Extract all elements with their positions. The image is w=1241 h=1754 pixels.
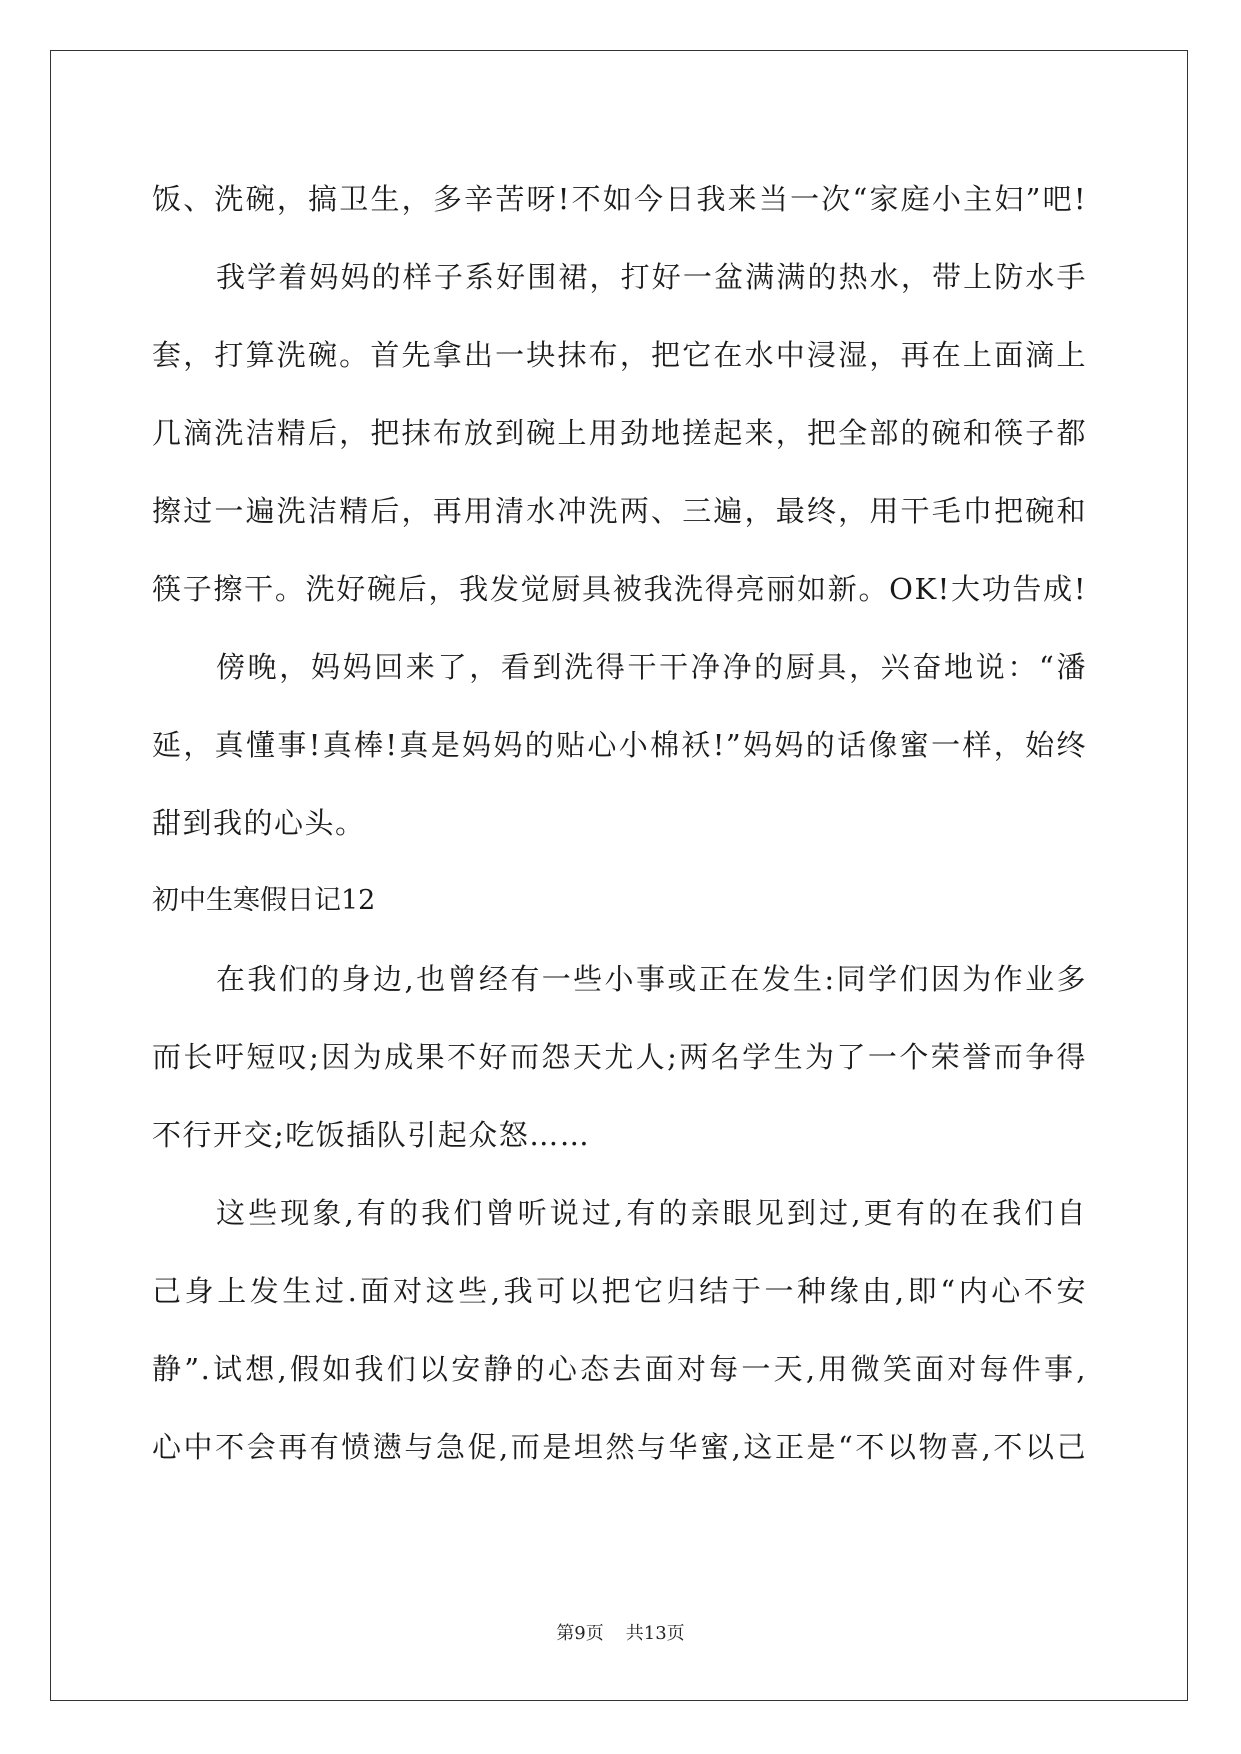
text-line: 甜到我的心头。 — [152, 806, 366, 840]
text-line: 而长吁短叹;因为成果不好而怨天尤人;两名学生为了一个荣誉而争得 — [152, 1040, 1087, 1074]
document-body — [152, 160, 1087, 1486]
page-number: 第9页 — [556, 1623, 604, 1644]
text-line: 傍晚，妈妈回来了，看到洗得干干净净的厨具，兴奋地说：“潘 — [216, 650, 1087, 684]
page-total: 共13页 — [625, 1623, 685, 1644]
text-line: 几滴洗洁精后，把抹布放到碗上用劲地搓起来，把全部的碗和筷子都 — [152, 416, 1087, 450]
text-line: 静”.试想,假如我们以安静的心态去面对每一天,用微笑面对每件事, — [152, 1352, 1087, 1386]
text-line: 延，真懂事!真棒!真是妈妈的贴心小棉袄!”妈妈的话像蜜一样，始终 — [152, 728, 1087, 762]
text-line: 不行开交;吃饭插队引起众怒…… — [152, 1118, 591, 1152]
text-line: 筷子擦干。洗好碗后，我发觉厨具被我洗得亮丽如新。OK!大功告成! — [152, 572, 1087, 606]
text-line: 己身上发生过.面对这些,我可以把它归结于一种缘由,即“内心不安 — [152, 1274, 1087, 1308]
text-line: 心中不会再有愤懑与急促,而是坦然与华蜜,这正是“不以物喜,不以己 — [152, 1430, 1087, 1464]
page-footer — [0, 1619, 1241, 1645]
text-line: 这些现象,有的我们曾听说过,有的亲眼见到过,更有的在我们自 — [216, 1196, 1087, 1230]
text-line: 饭、洗碗，搞卫生，多辛苦呀!不如今日我来当一次“家庭小主妇”吧! — [152, 182, 1087, 216]
section-heading: 初中生寒假日记12 — [152, 885, 376, 916]
text-line: 擦过一遍洗洁精后，再用清水冲洗两、三遍，最终，用干毛巾把碗和 — [152, 494, 1087, 528]
text-line: 我学着妈妈的样子系好围裙，打好一盆满满的热水，带上防水手 — [216, 260, 1087, 294]
text-line: 套，打算洗碗。首先拿出一块抹布，把它在水中浸湿，再在上面滴上 — [152, 338, 1087, 372]
text-line: 在我们的身边,也曾经有一些小事或正在发生:同学们因为作业多 — [216, 962, 1087, 996]
